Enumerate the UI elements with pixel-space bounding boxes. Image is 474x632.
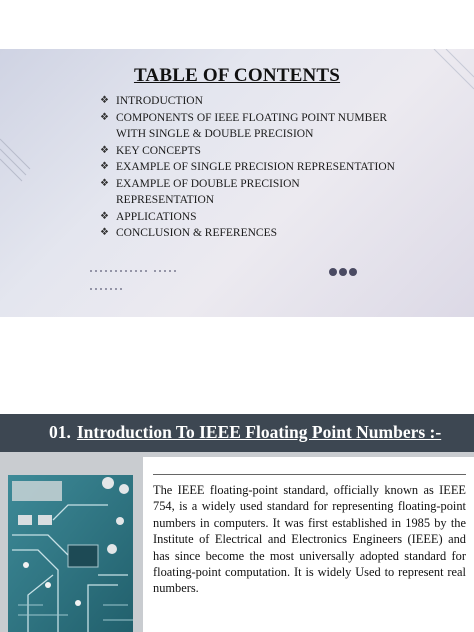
diamond-bullet-icon: ❖ [100, 177, 109, 189]
toc-item: ❖ KEY CONCEPTS [100, 143, 400, 160]
toc-title: TABLE OF CONTENTS [133, 65, 341, 86]
section-number: 01. [49, 422, 71, 442]
slide-introduction [0, 414, 474, 632]
toc-item: ❖ EXAMPLE OF DOUBLE PRECISION REPRESENTATION [100, 177, 300, 206]
diamond-bullet-icon: ❖ [100, 227, 109, 238]
toc-item: ❖ CONCLUSION & REFERENCES [100, 225, 400, 242]
diamond-bullet-icon: ❖ [100, 144, 109, 156]
intro-paragraph: The IEEE floating-point standard, officially known as IEEE 754, is a widely used standard for representing floating-point numbers in computers. It was first established in 1985 by the Institute of Electrical and Electronics Engineers (IEEE) and has since become the most universally adopted standard for floating-point computation. It is widely Used to represent real numbers. [153, 474, 466, 597]
slide-header [0, 414, 474, 452]
three-dots-icon [329, 263, 359, 273]
dot-grid-decoration-icon [90, 262, 180, 274]
toc-item: ❖ INTRODUCTION [100, 93, 400, 110]
diamond-bullet-icon: ❖ [100, 161, 109, 172]
slide-table-of-contents [0, 49, 474, 317]
intro-text-box [143, 457, 474, 632]
toc-list [100, 93, 400, 242]
diamond-bullet-icon: ❖ [100, 95, 109, 106]
diamond-bullet-icon: ❖ [100, 111, 109, 123]
circuit-board-icon [8, 475, 133, 632]
section-title: Introduction To IEEE Floating Point Numbers :- [76, 422, 442, 442]
decorative-lines-icon [0, 129, 40, 189]
toc-item: ❖ APPLICATIONS [100, 209, 400, 226]
toc-item: ❖ COMPONENTS OF IEEE FLOATING POINT NUMBER WITH SINGLE & DOUBLE PRECISION [100, 111, 388, 140]
diamond-bullet-icon: ❖ [100, 210, 109, 222]
toc-item: ❖ EXAMPLE OF SINGLE PRECISION REPRESENTATION [100, 159, 400, 176]
slide-title [49, 422, 441, 443]
